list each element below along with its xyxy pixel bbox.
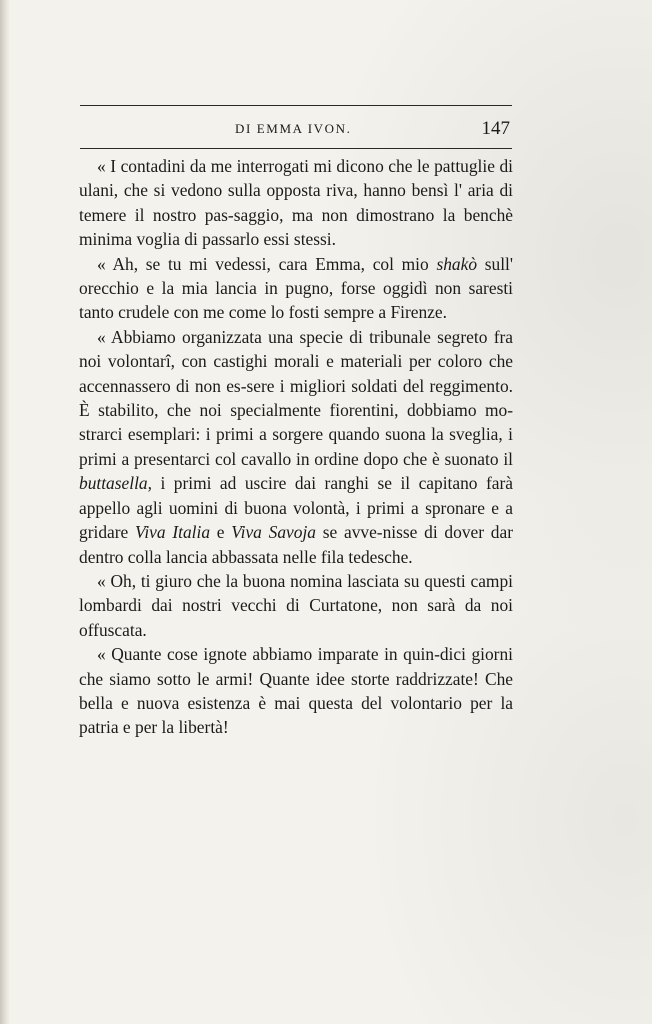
paragraph xyxy=(79,569,513,642)
text-run: sull' orecchio e la mia lancia in pugno, forse oggidì non saresti tanto crudele con me come lo fosti sempre a Firenze. xyxy=(79,253,513,323)
paragraph xyxy=(79,252,513,325)
text-run: se avve-nisse di dover dar dentro colla lancia abbassata nelle fila tedesche. xyxy=(79,522,513,567)
page-number: 147 xyxy=(481,118,510,139)
body-text xyxy=(79,154,513,740)
text-run: i primi ad uscire dai ranghi se il capitano farà appello agli uomini di buona volontà, i primi a spronare e a gridare xyxy=(79,473,513,543)
text-run: « Abbiamo organizzata una specie di tribunale segreto fra noi volontarî, con castighi morali e materiali per coloro che accennassero di non es-sere i migliori soldati del reggimento. È stabilito, che noi specialmente fiorentini, dobbiamo mo-strarci esemplari: i primi a sorgere quando suona la sveglia, i primi a presentarci col cavallo in ordine dopo che è suonato il xyxy=(79,326,513,469)
italic-phrase: shakò xyxy=(436,253,478,274)
text-run: « Ah, se tu mi vedessi, cara Emma, col mio xyxy=(97,253,437,274)
italic-phrase: Viva Savoja xyxy=(231,522,316,543)
running-head xyxy=(80,118,512,144)
page-edge-shadow xyxy=(0,0,10,1024)
text-run: « I contadini da me interrogati mi dicono che le pattuglie di ulani, che si vedono sulla opposta riva, hanno bensì l' aria di temere il nostro pas-saggio, ma non dimostrano la benchè minima voglia di passarlo essi stessi. xyxy=(79,156,513,250)
paragraph xyxy=(79,154,513,252)
italic-phrase: Viva Italia xyxy=(135,522,211,543)
text-run: « Quante cose ignote abbiamo imparate in quin-dici giorni che siamo sotto le armi! Quante idee storte raddrizzate! Che bella e nuova esistenza è mai questa del volontario per la patria e per la libertà! xyxy=(79,644,513,738)
running-title: DI EMMA IVON. xyxy=(235,121,352,136)
header-rule-bottom xyxy=(80,148,512,149)
paragraph xyxy=(79,325,513,569)
text-run: « Oh, ti giuro che la buona nomina lasciata su questi campi lombardi dai nostri vecchi di Curtatone, non sarà da noi offuscata. xyxy=(79,570,513,640)
text-run: e xyxy=(210,522,232,543)
italic-phrase: buttasella, xyxy=(79,473,152,494)
paragraph xyxy=(79,642,513,740)
header-rule-top xyxy=(80,105,512,106)
